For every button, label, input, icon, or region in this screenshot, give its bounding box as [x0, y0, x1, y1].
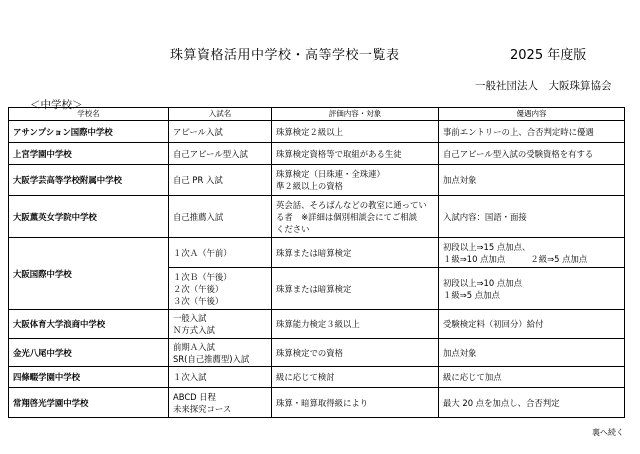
school-name: 大阪学芸高等学校附属中学校 — [9, 165, 169, 196]
table-header-row — [9, 108, 625, 121]
table-row — [9, 310, 625, 339]
exam-name: ABCD 日程 未来探究コース — [169, 388, 272, 418]
benefit: 初段以上⇒15 点加点、 １級⇒10 点加点 ２級⇒5 点加点 — [439, 238, 625, 268]
exam-name: 自己 PR 入試 — [169, 165, 272, 196]
column-header: 入試名 — [169, 108, 272, 121]
column-header: 優遇内容 — [439, 108, 625, 121]
benefit: 初段以上⇒10 点加点 １級⇒5 点加点 — [439, 268, 625, 310]
school-name: 金光八尾中学校 — [9, 339, 169, 367]
edition-label: 2025 年度版 — [510, 48, 587, 63]
table-row — [9, 367, 625, 388]
evaluation: 珠算または暗算検定 — [272, 268, 439, 310]
exam-name: １次Ａ（午前） — [169, 238, 272, 268]
exam-name: 一般入試 Ｎ方式入試 — [169, 310, 272, 339]
benefit: 事前エントリーの上、合否判定時に優遇 — [439, 121, 625, 143]
table-row — [9, 143, 625, 165]
benefit: 自己アピール型入試の受験資格を有する — [439, 143, 625, 165]
benefit: 加点対象 — [439, 339, 625, 367]
school-name: 大阪国際中学校 — [9, 238, 169, 310]
evaluation: 珠算検定２級以上 — [272, 121, 439, 143]
exam-name: 自己推薦入試 — [169, 196, 272, 238]
evaluation: 珠算検定資格等で取組がある生徒 — [272, 143, 439, 165]
section-heading: ＜中学校＞ — [30, 99, 83, 111]
school-name: 大阪薫英女学院中学校 — [9, 196, 169, 238]
school-name: 常翔啓光学園中学校 — [9, 388, 169, 418]
benefit: 級に応じて加点 — [439, 367, 625, 388]
table-row — [9, 339, 625, 367]
evaluation: 英会話、そろばんなどの教室に通ってい る者 ※詳細は個別相談会にてご相談 ください — [272, 196, 439, 238]
evaluation: 級に応じて検討 — [272, 367, 439, 388]
column-header: 学校名 — [9, 108, 169, 121]
exam-name: １次入試 — [169, 367, 272, 388]
table-row — [9, 165, 625, 196]
table-row — [9, 388, 625, 418]
exam-name: 前期Ａ入試 SR(自己推薦型)入試 — [169, 339, 272, 367]
school-name: 四條畷学園中学校 — [9, 367, 169, 388]
organization-name: 一般社団法人 大阪珠算協会 — [475, 80, 612, 92]
table-row — [9, 121, 625, 143]
exam-name: 自己アピール型入試 — [169, 143, 272, 165]
evaluation: 珠算または暗算検定 — [272, 238, 439, 268]
exam-name: アピール入試 — [169, 121, 272, 143]
continued-note: 裏へ続く — [592, 428, 624, 437]
school-table — [8, 107, 625, 418]
table-row — [9, 196, 625, 238]
table-row — [9, 238, 625, 268]
benefit: 加点対象 — [439, 165, 625, 196]
evaluation: 珠算検定での資格 — [272, 339, 439, 367]
school-name: 大阪体育大学浪商中学校 — [9, 310, 169, 339]
school-name: アサンプション国際中学校 — [9, 121, 169, 143]
benefit: 受験検定料（初回分）給付 — [439, 310, 625, 339]
evaluation: 珠算・暗算取得級により — [272, 388, 439, 418]
column-header: 評価内容・対象 — [272, 108, 439, 121]
school-name: 上宮学園中学校 — [9, 143, 169, 165]
evaluation: 珠算能力検定３級以上 — [272, 310, 439, 339]
benefit: 入試内容：国語・面接 — [439, 196, 625, 238]
benefit: 最大 20 点を加点し、合否判定 — [439, 388, 625, 418]
document-title: 珠算資格活用中学校・高等学校一覧表 — [170, 48, 400, 63]
exam-name: １次Ｂ（午後） ２次（午後） ３次（午後） — [169, 268, 272, 310]
evaluation: 珠算検定（日珠連・全珠連） 準２級以上の資格 — [272, 165, 439, 196]
